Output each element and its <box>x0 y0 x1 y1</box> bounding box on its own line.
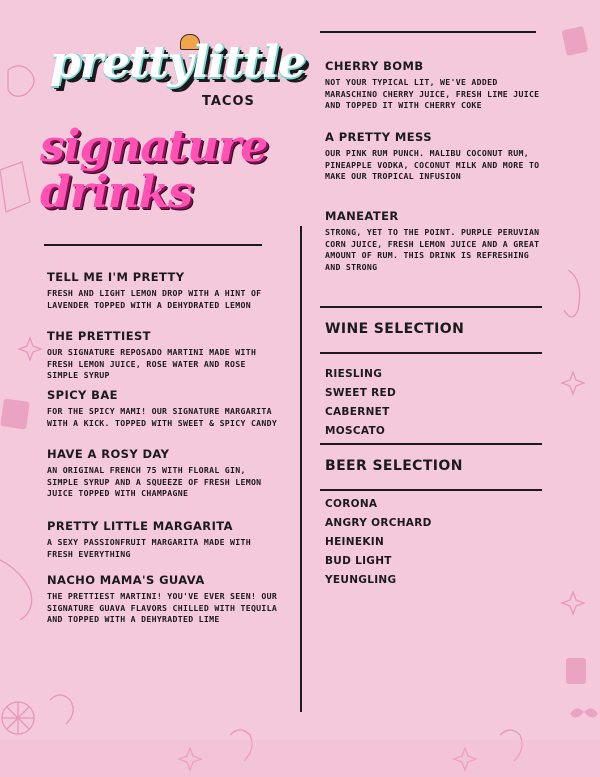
bottom-sketch-strip <box>0 740 600 777</box>
hand-sketch-icon <box>564 270 580 317</box>
drink-item <box>47 388 282 429</box>
butterfly-icon <box>570 708 598 717</box>
beer-divider-bottom <box>320 489 542 491</box>
page-title-line-1: signature <box>40 121 268 172</box>
hand-sketch-icon <box>0 560 32 620</box>
sparkle-icon <box>562 592 584 614</box>
drink-name: CHERRY BOMB <box>325 59 424 73</box>
drink-description: FRESH AND LIGHT LEMON DROP WITH A HINT OF LAVENDER TOPPED WITH A DEHYDRATED LEMON <box>47 288 262 310</box>
sparkle-icon <box>562 372 584 394</box>
drink-description: OUR SIGNATURE REPOSADO MARTINI MADE WITH FRESH LEMON JUICE, ROSE WATER AND ROSE SIMPLE SYRUP <box>47 347 257 380</box>
drink-description: AN ORIGINAL FRENCH 75 WITH FLORAL GIN, SIMPLE SYRUP AND A SQUEEZE OF FRESH LEMON JUICE TOPPED WITH CHAMPAGNE <box>47 465 262 498</box>
drink-description: OUR PINK RUM PUNCH. MALIBU COCONUT RUM, PINEAPPLE VODKA, COCONUT MILK AND MORE TO MAKE OUR TROPICAL INFUSION <box>325 148 540 181</box>
heading-divider <box>44 244 262 246</box>
drink-name: HAVE A ROSY DAY <box>47 447 170 461</box>
wine-item: RIESLING <box>325 368 383 380</box>
beer-section-title: BEER SELECTION <box>325 458 463 474</box>
drink-description: NOT YOUR TYPICAL LIT, WE'VE ADDED MARASCHINO CHERRY JUICE, FRESH LIME JUICE AND TOPPED IT WITH CHERRY COKE <box>325 77 540 110</box>
drink-item <box>325 59 540 112</box>
drink-item <box>47 329 282 382</box>
logo-subtitle: TACOS <box>202 94 255 109</box>
drink-name: THE PRETTIEST <box>47 329 151 343</box>
logo-wordmark: prettylittle <box>50 37 305 88</box>
page-title <box>40 121 270 218</box>
beer-list <box>325 498 432 593</box>
drink-item <box>47 519 282 560</box>
heart-card-icon <box>562 26 589 56</box>
drink-name: PRETTY LITTLE MARGARITA <box>47 519 233 533</box>
hand-sketch-icon <box>8 66 34 96</box>
drink-item <box>47 447 282 500</box>
hand-sketch-icon <box>50 695 73 724</box>
wine-divider-bottom <box>320 352 542 354</box>
drink-description: A SEXY PASSIONFRUIT MARGARITA MADE WITH FRESH EVERYTHING <box>47 537 251 559</box>
drink-name: NACHO MAMA'S GUAVA <box>47 573 205 587</box>
beer-item: BUD LIGHT <box>325 555 392 567</box>
wine-item: SWEET RED <box>325 387 396 399</box>
drink-item <box>47 270 282 311</box>
drink-item <box>325 209 540 273</box>
drink-name: SPICY BAE <box>47 388 118 402</box>
drink-description: STRONG, YET TO THE POINT. PURPLE PERUVIAN CORN JUICE, FRESH LEMON JUICE AND A GREAT AMOUNT OF RUM. THIS DRINK IS REFRESHING AND STRONG <box>325 227 540 272</box>
drink-name: A PRETTY MESS <box>325 130 432 144</box>
star-icon <box>19 338 41 360</box>
beer-item: HEINEKIN <box>325 536 385 548</box>
drink-name: TELL ME I'M PRETTY <box>47 270 185 284</box>
beer-item: CORONA <box>325 498 378 510</box>
drink-item <box>47 573 282 626</box>
beer-divider-top <box>320 443 542 445</box>
drink-item <box>325 130 540 183</box>
brand-logo <box>50 34 305 114</box>
beer-item: YEUNGLING <box>325 574 397 586</box>
beer-item: ANGRY ORCHARD <box>325 517 432 529</box>
wine-divider-top <box>320 306 542 308</box>
card-icon <box>566 658 586 684</box>
wine-item: CABERNET <box>325 406 390 418</box>
drink-description: THE PRETTIEST MARTINI! YOU'VE EVER SEEN! OUR SIGNATURE GUAVA FLAVORS CHILLED WITH TEQUILA AND TOPPED WITH A DEHYRADTED LIME <box>47 591 278 624</box>
wine-item: MOSCATO <box>325 425 386 437</box>
fruit-sketch-icon <box>0 162 30 212</box>
wine-section-title: WINE SELECTION <box>325 321 465 337</box>
drink-name: MANEATER <box>325 209 399 223</box>
wine-list <box>325 368 396 444</box>
drink-description: FOR THE SPICY MAMI! OUR SIGNATURE MARGARITA WITH A KICK. TOPPED WITH SWEET & SPICY CANDY <box>47 406 278 428</box>
column-divider <box>300 226 302 712</box>
page-title-line-2: drinks <box>40 167 192 218</box>
heart-card-icon <box>0 398 30 429</box>
top-divider <box>320 31 536 33</box>
